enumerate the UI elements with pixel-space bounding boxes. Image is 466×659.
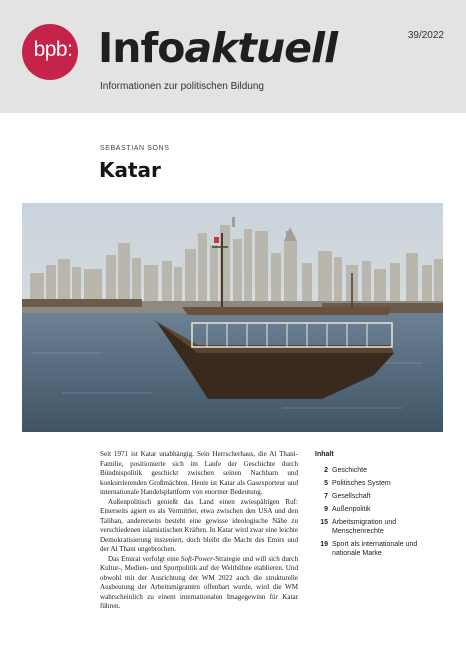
toc-item[interactable] bbox=[315, 505, 445, 514]
issue-number: 39/2022 bbox=[407, 30, 444, 41]
toc-item[interactable] bbox=[315, 518, 445, 536]
toc-page-number: 9 bbox=[324, 506, 328, 513]
toc-item[interactable] bbox=[315, 492, 445, 501]
dhow-boat-photo-icon bbox=[22, 203, 443, 432]
publication-title bbox=[98, 24, 337, 72]
toc-item[interactable] bbox=[315, 540, 445, 558]
toc-item[interactable] bbox=[315, 466, 445, 475]
masthead bbox=[0, 0, 466, 113]
toc-page-number: 19 bbox=[320, 541, 328, 548]
brand-suffix: aktuell bbox=[184, 24, 338, 72]
brand-prefix: Info bbox=[98, 24, 185, 72]
paragraph-text: Außenpolitisch genießt das Land einen zwiespältigen Ruf: Einerseits agiert es als Vermittler, etwa zwischen den USA und den Taliban, andererseits besteht eine gewisse ideologische Nähe zu verschiedenen islamistischen Kräften. In Katar wird zwar eine leichte Demokratisierung inszeniert, doch bleibt die Macht des Emirs und der Al Thani ungebrochen. bbox=[100, 497, 298, 553]
toc-item-label: Außenpolitik bbox=[332, 506, 371, 513]
body-paragraph bbox=[100, 498, 298, 555]
tagline: Informationen zur politischen Bildung bbox=[100, 81, 264, 92]
cover-photo bbox=[22, 203, 443, 432]
toc-list bbox=[315, 466, 445, 558]
paragraph-text: Seit 1971 ist Katar unabhängig. Sein Herrscherhaus, die Al Thani-Familie, positionierte sich im Laufe der Geschichte durch Bündnispolitik geschickt zwischen seinen Nachbarn und konkurrierenden Großmächten. Heute ist Katar als Gasexporteur und internationale Handelsplattform von enormer Bedeutung. bbox=[100, 450, 298, 496]
body-paragraph bbox=[100, 450, 298, 498]
emphasis-text: Soft-Power bbox=[180, 554, 213, 563]
article-title: Katar bbox=[99, 158, 161, 182]
toc-item-label: Politisches System bbox=[332, 480, 391, 487]
table-of-contents bbox=[315, 451, 445, 562]
body-paragraph bbox=[100, 555, 298, 612]
toc-item[interactable] bbox=[315, 479, 445, 488]
toc-page-number: 5 bbox=[324, 480, 328, 487]
paragraph-text: -Strategie und will sich durch Kultur-, Medien- und Sportpolitik auf der Weltbühne etablieren. Und obwohl mit der Ausrichtung der WM 2022 auch die strukturelle Ausbeutung der Arbeitsmigranten offenbart wurde, wird die WM wahrscheinlich zu einem internationalen Imagegewinn für Katar führen. bbox=[100, 554, 298, 610]
toc-item-label: Geschichte bbox=[332, 467, 368, 474]
toc-page-number: 7 bbox=[324, 493, 328, 500]
toc-item-label: Arbeitsmigration und Menschenrechte bbox=[332, 519, 397, 535]
toc-heading: Inhalt bbox=[315, 451, 334, 458]
toc-page-number: 2 bbox=[324, 467, 328, 474]
paragraph-text: Das Emirat verfolgt eine bbox=[108, 554, 181, 563]
toc-page-number: 15 bbox=[320, 519, 328, 526]
toc-item-label: Gesellschaft bbox=[332, 493, 371, 500]
author-name: SEBASTIAN SONS bbox=[100, 145, 170, 152]
article-intro bbox=[100, 450, 298, 612]
toc-item-label: Sport als internationale und nationale Marke bbox=[332, 541, 418, 557]
bpb-logo: bpb: bbox=[33, 38, 73, 61]
